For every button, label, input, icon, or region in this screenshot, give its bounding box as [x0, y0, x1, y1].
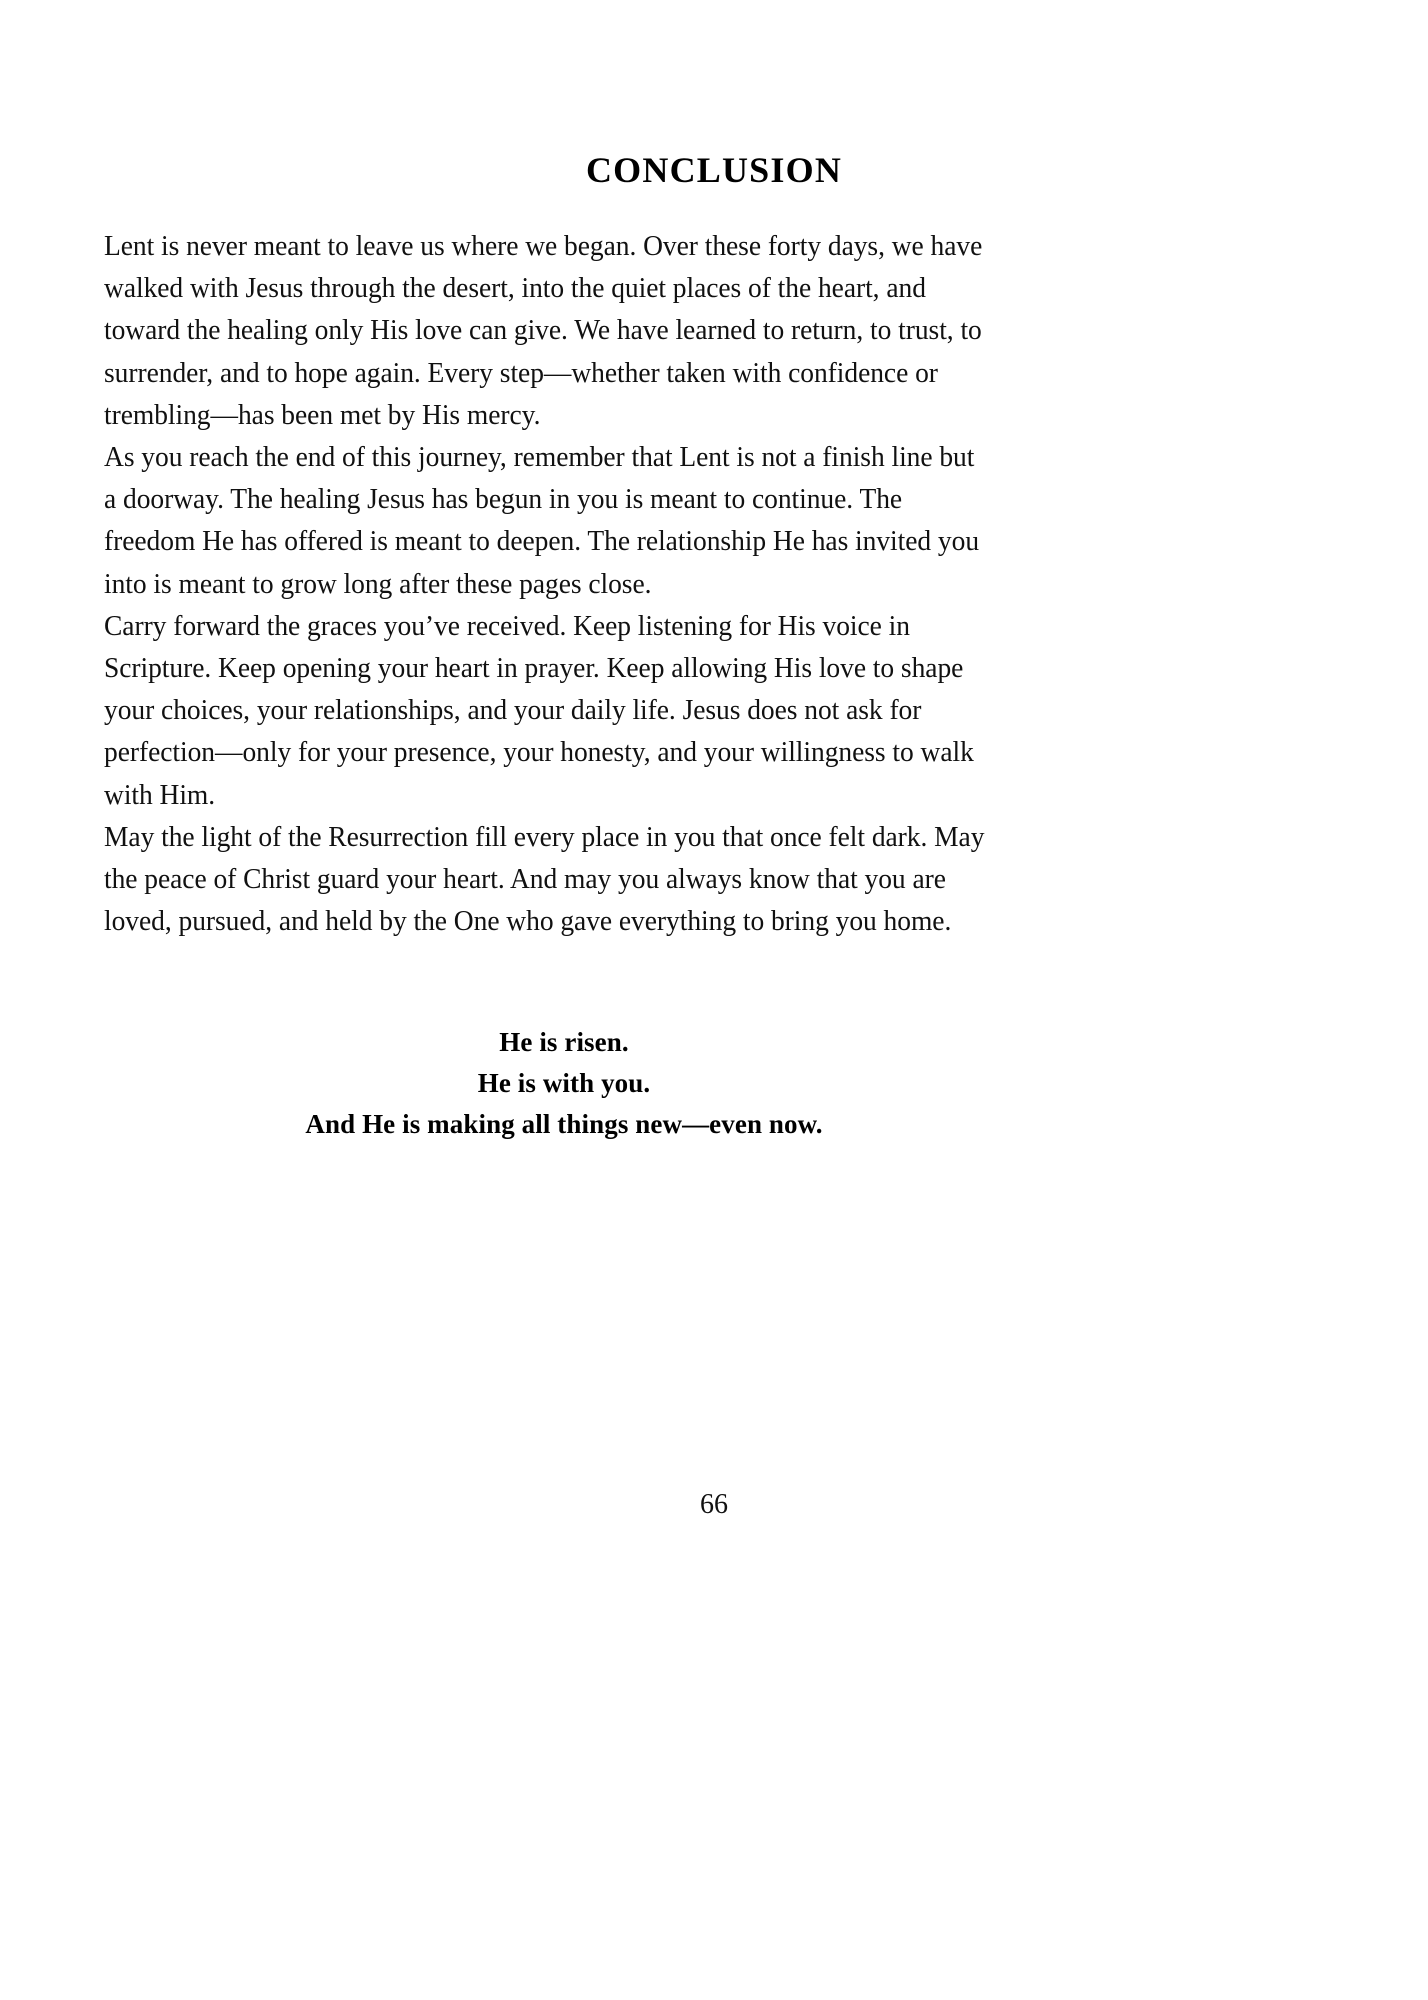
body-text-block — [104, 226, 1024, 943]
closing-line: He is with you. — [477, 1068, 651, 1098]
paragraph: May the light of the Resurrection fill every place in you that once felt dark. May the peace of Christ guard your heart. And may you always know that you are loved, pursued, and held by the One who gave everything to bring you home. — [104, 821, 985, 938]
page-title: conclusion — [585, 136, 843, 194]
closing-benediction — [104, 1022, 1024, 1145]
closing-line: And He is making all things new—even now. — [305, 1109, 823, 1139]
closing-line: He is risen. — [499, 1027, 629, 1057]
paragraph: As you reach the end of this journey, remember that Lent is not a finish line but a doorway. The healing Jesus has begun in you is meant to continue. The freedom He has offered is meant to deepen. The relationship He has invited you into is meant to grow long after these pages close. — [104, 442, 980, 600]
paragraph: Lent is never meant to leave us where we began. Over these forty days, we have walked with Jesus through the desert, into the quiet places of the heart, and toward the healing only His love can give. We have learned to return, to trust, to surrender, and to hope again. Every step—whether taken with confidence or trembling—has been met by His mercy. — [104, 231, 983, 431]
page-number: 66 — [700, 1489, 728, 1520]
paragraph: Carry forward the graces you’ve received. Keep listening for His voice in Scripture. Keep opening your heart in prayer. Keep allowing His love to shape your choices, your relationships, and your daily life. Jesus does not ask for perfection—only for your presence, your honesty, and your willingness to walk with Him. — [104, 610, 974, 811]
